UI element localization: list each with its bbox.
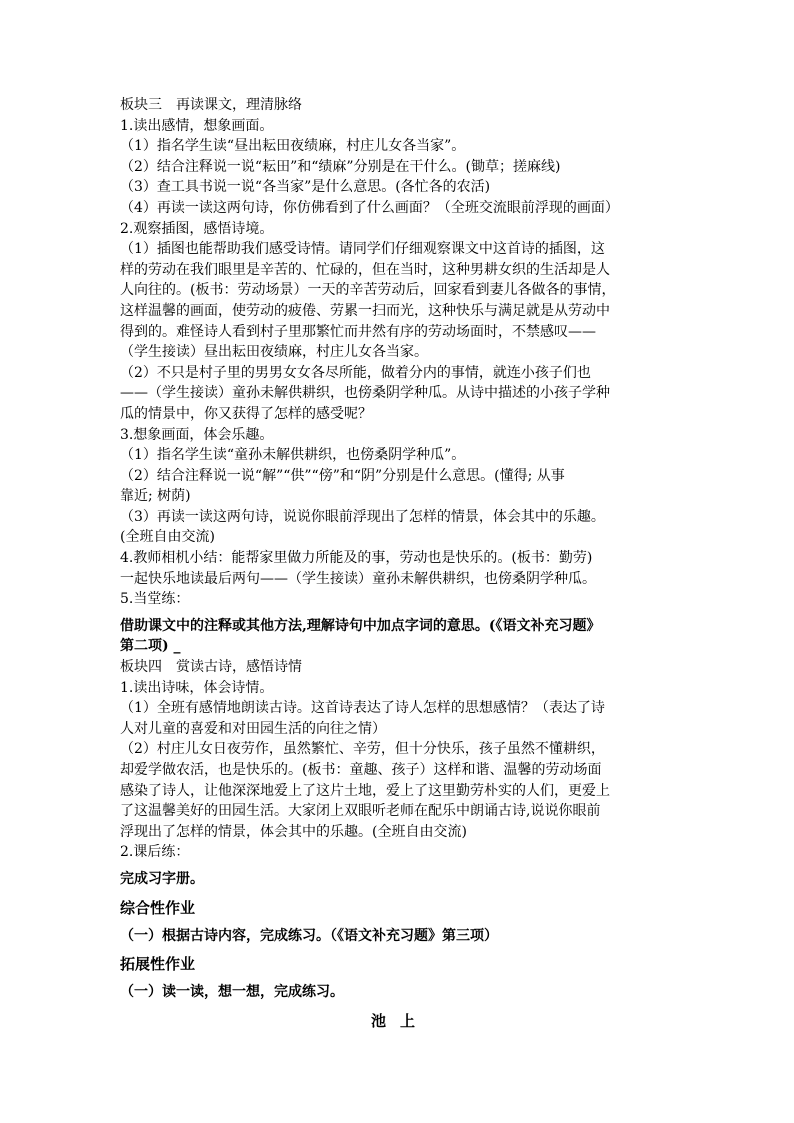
comprehensive-homework-item: （一）根据古诗内容，完成练习。（《语文补充习题》第三项） [120,927,498,944]
s4-1-b3: 感染了诗人，让他深深地爱上了这片土地，爱上了这里勤劳朴实的人们，更爱上 [120,782,610,799]
s4-2-text: 完成习字册。 [120,870,204,887]
s4-1-b5: 浮现出了怎样的情景，体会其中的乐趣。(全班自由交流) [120,823,467,840]
s4-1-b2: 却爱学做农活，也是快乐的。(板书：童趣、孩子）这样和谐、温馨的劳动场面 [120,762,602,778]
s3-1-c: （3）查工具书说一说“各当家”是什么意思。(各忙各的农活) [120,179,491,196]
s4-1-title: 1.读出诗味，体会诗情。 [120,679,274,696]
s3-5-exercise-line1: 借助课文中的注释或其他方法,理解诗句中加点字词的意思。(《语文补充习题》 [120,617,601,634]
comprehensive-homework-heading: 综合性作业 [120,898,196,917]
s3-5-title: 5.当堂练： [120,591,190,608]
s3-4-1: 4.教师相机小结：能帮家里做力所能及的事，劳动也是快乐的。(板书：勤劳) [120,550,593,567]
s3-2-b1: （2）不只是村子里的男男女女各尽所能，做着分内的事情，就连小孩子们也 [120,364,591,381]
s4-1-b1: （2）村庄儿女日夜劳作，虽然繁忙、辛劳，但十分快乐，孩子虽然不懂耕织， [120,741,605,758]
s3-4-2: 一起快乐地读最后两句——（学生接读）童孙未解供耕织，也傍桑阴学种瓜。 [120,570,596,587]
s3-2-a5: 得到的。难怪诗人看到村子里那繁忙而井然有序的劳动场面时，不禁感叹—— [120,323,596,340]
document-page [120,95,680,1033]
s3-1-b: （2）结合注释说一说“耘田”和“绩麻”分别是在干什么。(锄草；搓麻线) [120,158,561,175]
extension-homework-heading: 拓展性作业 [120,955,196,974]
s4-2-title: 2.课后练： [120,844,190,861]
s3-3-a: （1）指名学生读“童孙未解供耕织，也傍桑阴学种瓜”。 [120,447,466,464]
s3-3-title: 3.想象画面，体会乐趣。 [120,426,274,443]
s3-2-a2: 样的劳动在我们眼里是辛苦的、忙碌的，但在当时，这种男耕女织的生活却是人 [120,261,610,278]
section4-heading: 板块四 赏读古诗，感悟诗情 [120,659,302,676]
s3-2-title: 2.观察插图，感悟诗境。 [120,220,274,237]
extension-homework-item: （一）读一读，想一想，完成练习。 [120,984,344,1001]
s3-1-title: 1.读出感情，想象画面。 [120,117,274,134]
poem-title: 池上 [370,1011,429,1030]
s4-1-a1: （1）全班有感情地朗读古诗。这首诗表达了诗人怎样的思想感情？（表达了诗 [120,700,605,717]
s3-2-b3: 瓜的情景中，你又获得了怎样的感受呢？ [120,405,372,422]
s3-2-a4: 这样温馨的画面，使劳动的疲倦、劳累一扫而光，这种快乐与满足就是从劳动中 [120,302,610,319]
s3-2-b2: ——（学生接读）童孙未解供耕织，也傍桑阴学种瓜。从诗中描述的小孩子学种 [120,385,610,402]
s3-2-a3: 人向往的。(板书：劳动场景）一天的辛苦劳动后，回家看到妻儿各做各的事情， [120,282,616,299]
s3-2-a1: （1）插图也能帮助我们感受诗情。请同学们仔细观察课文中这首诗的插图，这 [120,241,605,258]
s3-5-exercise-line2: 第二项) _ [120,638,181,655]
s3-3-b1: （2）结合注释说一说“解”“供”“傍”和“阴”分别是什么意思。(懂得; 从事 [120,467,565,484]
s3-2-a6: （学生接读）昼出耘田夜绩麻，村庄儿女各当家。 [120,344,428,361]
s3-1-d: （4）再读一读这两句诗，你仿佛看到了什么画面？（全班交流眼前浮现的画面） [120,199,619,216]
s4-1-b4: 了这温馨美好的田园生活。大家闭上双眼听老师在配乐中朗诵古诗,说说你眼前 [120,803,601,820]
s4-1-a2: 人对儿童的喜爱和对田园生活的向往之情） [120,720,386,737]
s3-3-b2: 靠近; 树荫) [120,488,191,505]
s3-1-a: （1）指名学生读“昼出耘田夜绩麻，村庄儿女各当家”。 [120,138,466,155]
s3-3-c2: (全班自由交流) [120,529,215,546]
s3-3-c1: （3）再读一读这两句诗，说说你眼前浮现出了怎样的情景，体会其中的乐趣。 [120,508,605,525]
section3-heading: 板块三 再读课文，理清脉络 [120,97,302,113]
